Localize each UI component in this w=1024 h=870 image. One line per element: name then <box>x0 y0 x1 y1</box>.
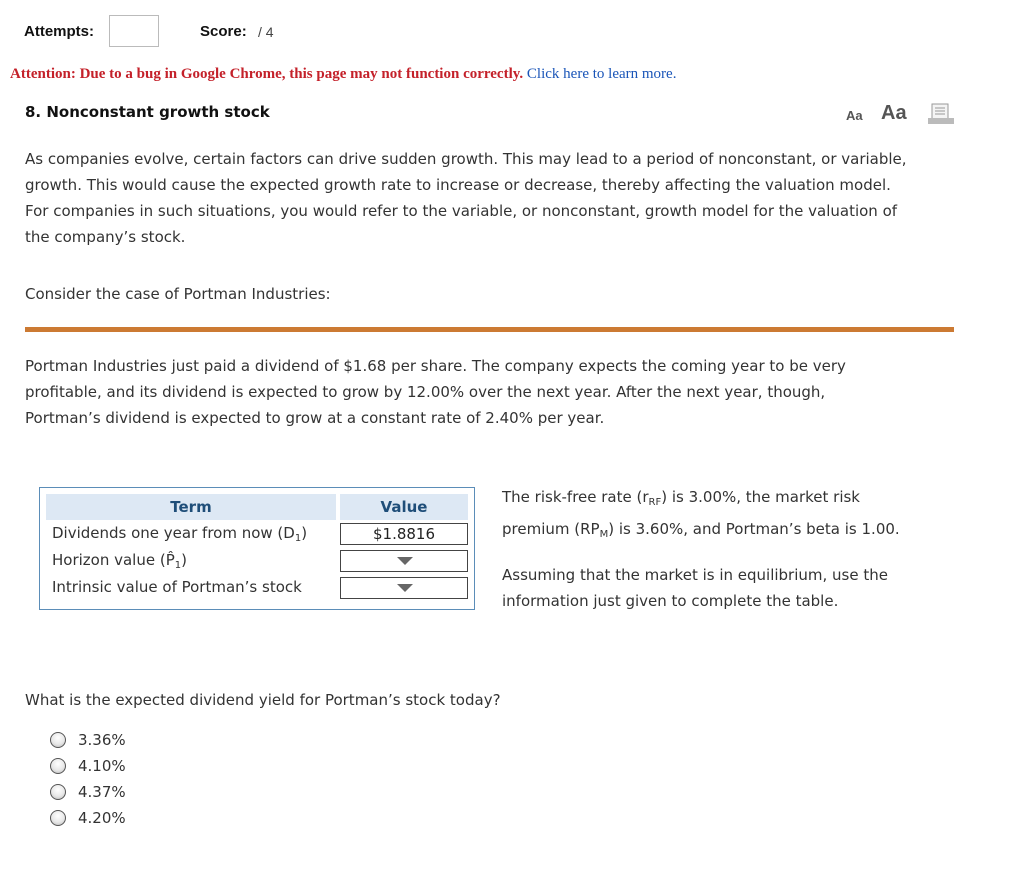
attempts-label: Attempts: <box>24 23 94 40</box>
case-paragraph <box>25 353 846 431</box>
intrinsic-value-dropdown[interactable] <box>340 577 468 599</box>
side-sub: RF <box>648 497 662 508</box>
horizon-value-dropdown[interactable] <box>340 550 468 572</box>
value-header-bg <box>340 494 468 520</box>
font-size-small-button[interactable]: Aa <box>846 108 863 123</box>
option-label: 4.20% <box>78 809 126 827</box>
table-row-term <box>52 578 302 596</box>
side-text: ) is 3.00%, the market risk <box>661 488 860 506</box>
option-label: 4.37% <box>78 783 126 801</box>
chevron-down-icon <box>397 557 413 565</box>
case-line: Portman’s dividend is expected to grow at a constant rate of 2.40% per year. <box>25 409 605 427</box>
option-item[interactable] <box>50 809 126 827</box>
option-item[interactable] <box>50 757 126 775</box>
side-text: The risk-free rate (r <box>502 488 649 506</box>
question-title: 8. Nonconstant growth stock <box>25 103 270 121</box>
radio-button[interactable] <box>50 758 66 774</box>
attempts-field <box>109 15 159 47</box>
instruction-line: Assuming that the market is in equilibrium, use the <box>502 566 888 584</box>
term-header: Term <box>170 498 212 516</box>
term-sub: 1 <box>174 560 182 571</box>
instruction-text <box>502 562 888 614</box>
section-divider <box>25 327 954 332</box>
attention-notice <box>10 66 676 83</box>
term-text: Horizon value (P̂ <box>52 551 175 569</box>
valuation-table <box>39 487 475 610</box>
option-label: 4.10% <box>78 757 126 775</box>
font-size-large-button[interactable]: Aa <box>881 102 907 124</box>
intro-paragraph <box>25 146 907 250</box>
option-label: 3.36% <box>78 731 126 749</box>
value-header: Value <box>380 498 428 516</box>
risk-info-text <box>502 484 900 548</box>
side-text: ) is 3.60%, and Portman’s beta is 1.00. <box>608 520 900 538</box>
case-line: Portman Industries just paid a dividend of $1.68 per share. The company expects the coming year to be very <box>25 357 846 375</box>
consider-text: Consider the case of Portman Industries: <box>25 285 331 303</box>
radio-button[interactable] <box>50 810 66 826</box>
side-text: premium (RP <box>502 520 600 538</box>
term-tail: ) <box>301 524 308 542</box>
option-item[interactable] <box>50 783 126 801</box>
side-sub: M <box>599 529 609 540</box>
learn-more-link[interactable]: Click here to learn more. <box>526 66 677 82</box>
radio-button[interactable] <box>50 732 66 748</box>
intro-line: the company’s stock. <box>25 228 186 246</box>
intro-line: As companies evolve, certain factors can drive sudden growth. This may lead to a period of nonconstant, or variable, <box>25 150 907 168</box>
score-value: / 4 <box>258 24 274 40</box>
option-item[interactable] <box>50 731 126 749</box>
intro-line: For companies in such situations, you would refer to the variable, or nonconstant, growth model for the valuation of <box>25 202 898 220</box>
score-label: Score: <box>200 23 247 40</box>
case-line: profitable, and its dividend is expected to grow by 12.00% over the next year. After the next year, though, <box>25 383 826 401</box>
attention-warning: Attention: Due to a bug in Google Chrome, this page may not function correctly. <box>10 66 524 82</box>
d1-value: $1.8816 <box>340 523 468 545</box>
print-icon[interactable] <box>928 103 954 125</box>
table-row-term <box>52 524 307 544</box>
yield-question: What is the expected dividend yield for Portman’s stock today? <box>25 691 501 709</box>
instruction-line: information just given to complete the table. <box>502 592 839 610</box>
intro-line: growth. This would cause the expected growth rate to increase or decrease, thereby affecting the valuation model. <box>25 176 891 194</box>
term-tail: ) <box>181 551 187 569</box>
term-text: Dividends one year from now (D <box>52 524 295 542</box>
term-sub: 1 <box>294 533 302 544</box>
radio-button[interactable] <box>50 784 66 800</box>
term-text: Intrinsic value of Portman’s stock <box>52 578 302 596</box>
table-row-term <box>52 551 187 571</box>
chevron-down-icon <box>397 584 413 592</box>
term-header-bg <box>46 494 336 520</box>
